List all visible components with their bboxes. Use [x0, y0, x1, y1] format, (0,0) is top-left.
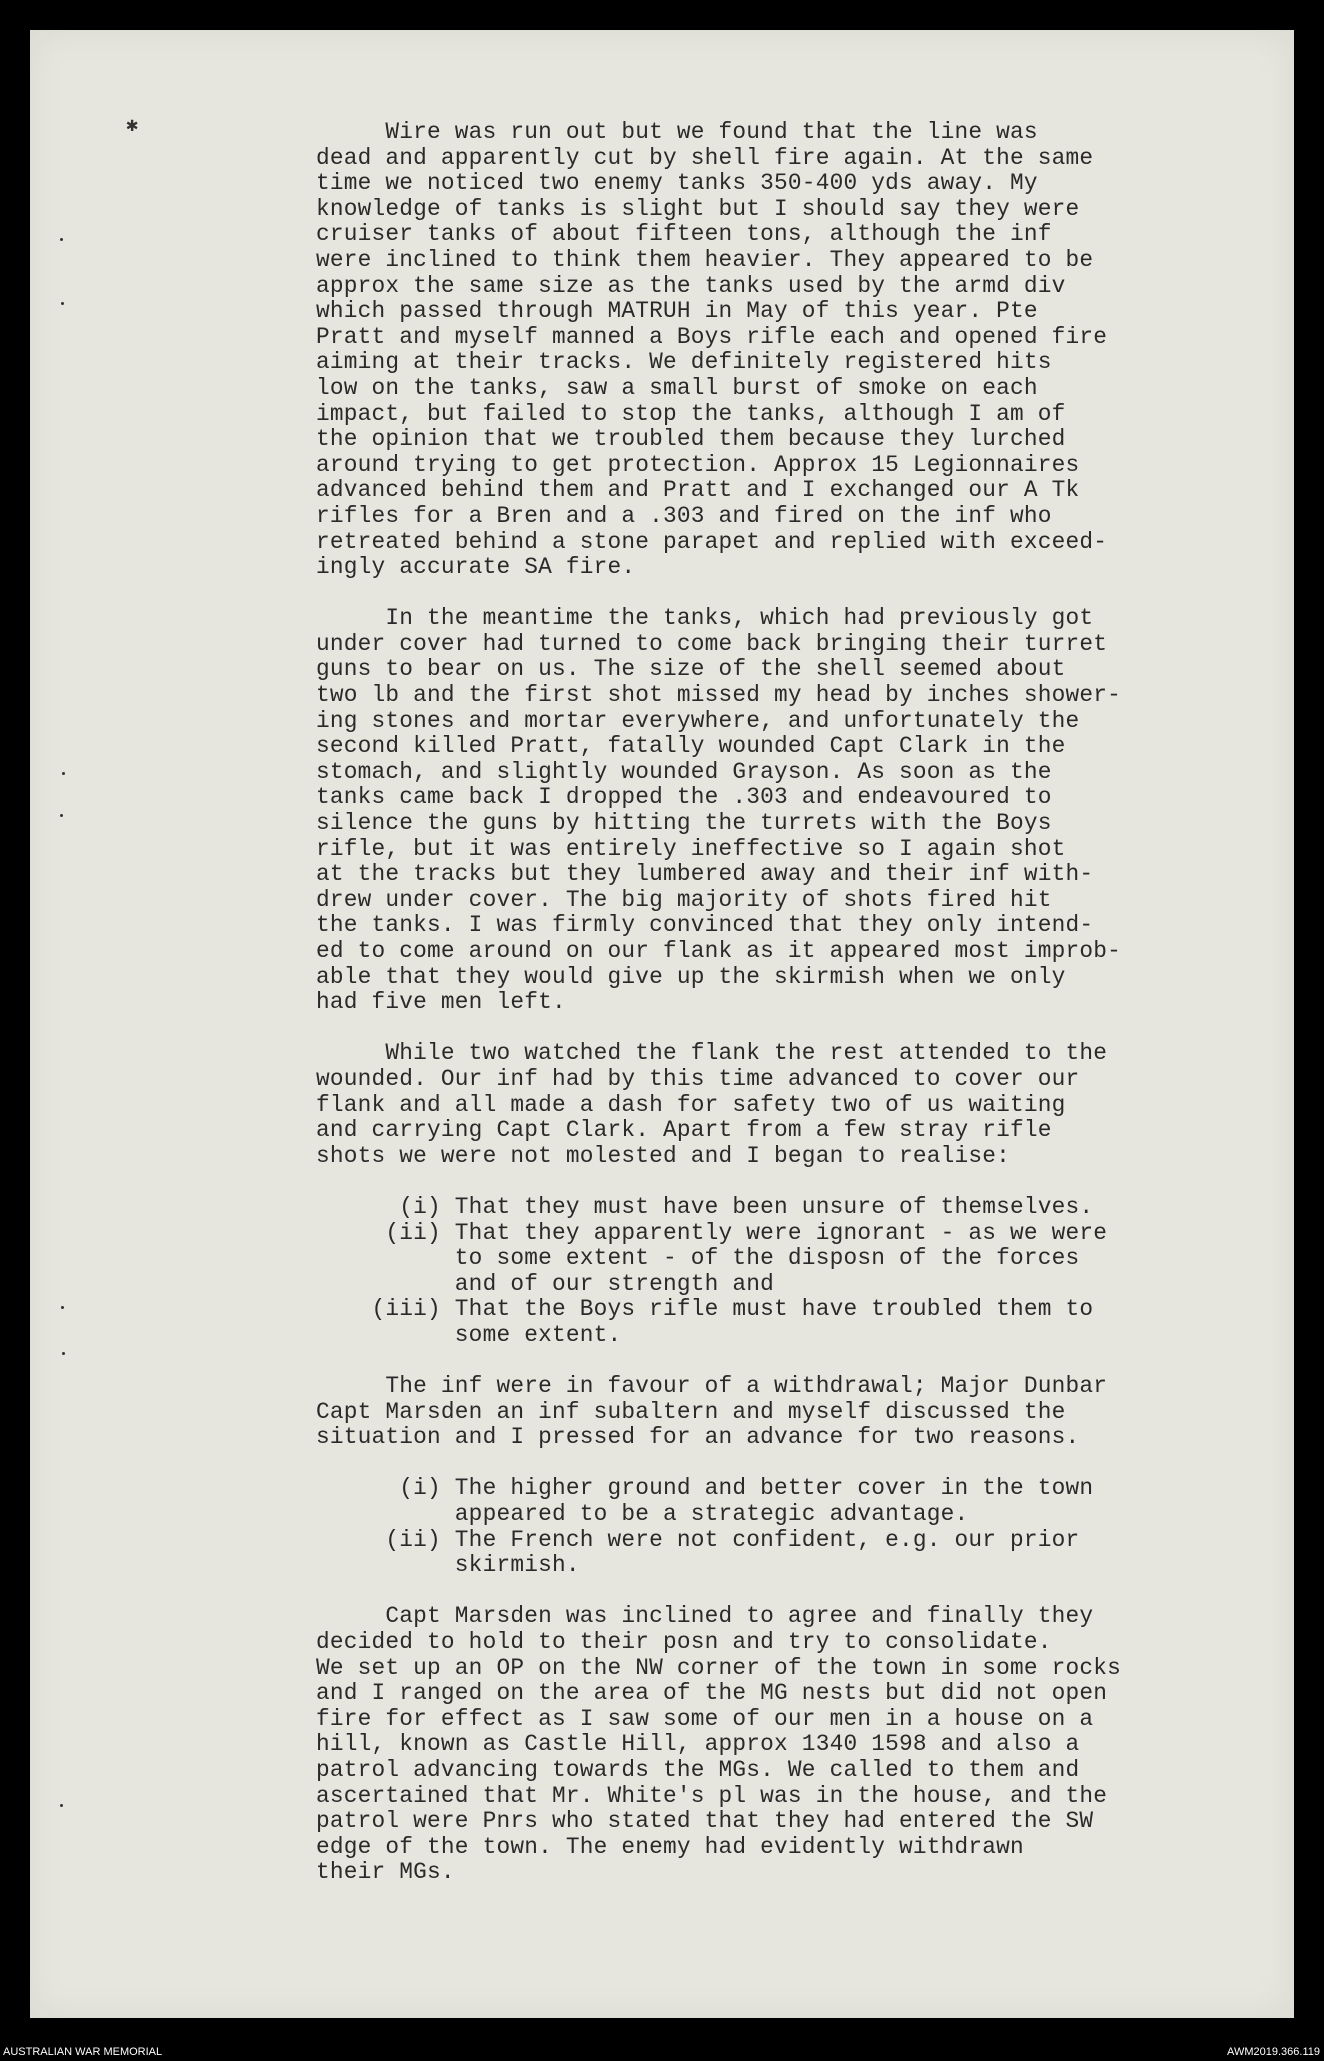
text-line: two lb and the first shot missed my head by inches shower- — [316, 682, 1122, 709]
paragraph-gap — [316, 1451, 1246, 1477]
text-line: at the tracks but they lumbered away and their inf with- — [316, 861, 1094, 888]
paragraph-gap — [316, 1349, 1246, 1375]
text-line: situation and I pressed for an advance for two reasons. — [316, 1424, 1080, 1451]
text-line: time we noticed two enemy tanks 350-400 yds away. My — [316, 170, 1038, 197]
text-line: the opinion that we troubled them because they lurched — [316, 426, 1066, 453]
footer-reference: AWM2019.366.119 — [1227, 2046, 1320, 2058]
text-line: the tanks. I was firmly convinced that they only intend- — [316, 912, 1094, 939]
paragraph — [316, 1374, 1246, 1451]
text-line: and carrying Capt Clark. Apart from a few stray rifle — [316, 1117, 1052, 1144]
text-line: appeared to be a strategic advantage. — [316, 1501, 969, 1528]
binding-dot — [61, 302, 64, 305]
text-line: their MGs. — [316, 1859, 455, 1886]
text-line: retreated behind a stone parapet and replied with exceed- — [316, 528, 1108, 555]
paragraph — [316, 1195, 1246, 1349]
punch-mark: ✱ — [126, 115, 139, 138]
text-line: tanks came back I dropped the .303 and endeavoured to — [316, 784, 1052, 811]
paragraph — [316, 1476, 1246, 1578]
text-line: While two watched the flank the rest attended to the — [316, 1040, 1108, 1067]
paragraph — [316, 1604, 1246, 1886]
text-line: aiming at their tracks. We definitely registered hits — [316, 349, 1052, 376]
text-line: able that they would give up the skirmish when we only — [316, 963, 1066, 990]
text-line: to some extent - of the disposn of the forces — [316, 1245, 1080, 1272]
text-line: flank and all made a dash for safety two of us waiting — [316, 1091, 1066, 1118]
text-line: rifle, but it was entirely ineffective so I again shot — [316, 835, 1066, 862]
text-line: shots we were not molested and I began to realise: — [316, 1142, 1011, 1169]
text-line: stomach, and slightly wounded Grayson. As soon as the — [316, 758, 1052, 785]
binding-dot — [62, 1352, 65, 1355]
text-line: Capt Marsden an inf subaltern and myself discussed the — [316, 1398, 1066, 1425]
text-line: (ii) The French were not confident, e.g. our prior — [316, 1526, 1080, 1553]
text-line: under cover had turned to come back bringing their turret — [316, 630, 1108, 657]
text-line: drew under cover. The big majority of shots fired hit — [316, 886, 1052, 913]
text-line: and of our strength and — [316, 1270, 775, 1297]
paragraph-gap — [316, 1016, 1246, 1042]
text-line: patrol advancing towards the MGs. We called to them and — [316, 1757, 1080, 1783]
text-line: wounded. Our inf had by this time advanced to cover our — [316, 1065, 1080, 1092]
text-line: some extent. — [316, 1321, 622, 1348]
paragraph — [316, 606, 1246, 1016]
text-line: Wire was run out but we found that the line was — [316, 119, 1038, 145]
binding-dot — [62, 772, 65, 775]
paragraph-gap — [316, 1169, 1246, 1195]
text-line: In the meantime the tanks, which had previously got — [316, 605, 1094, 632]
text-line: guns to bear on us. The size of the shell seemed about — [316, 656, 1066, 683]
text-line: dead and apparently cut by shell fire again. At the same — [316, 144, 1094, 171]
paragraph-gap — [316, 1579, 1246, 1605]
text-line: cruiser tanks of about fifteen tons, although the inf — [316, 221, 1052, 248]
text-line: silence the guns by hitting the turrets with the Boys — [316, 810, 1052, 837]
text-line: (iii) That the Boys rifle must have troubled them to — [316, 1296, 1094, 1323]
text-line: ing stones and mortar everywhere, and unfortunately the — [316, 707, 1080, 734]
text-line: skirmish. — [316, 1552, 580, 1579]
text-line: second killed Pratt, fatally wounded Capt Clark in the — [316, 733, 1066, 760]
text-line: (i) That they must have been unsure of themselves. — [316, 1193, 1094, 1220]
text-line: patrol were Pnrs who stated that they had entered the SW — [316, 1808, 1094, 1835]
text-line: Capt Marsden was inclined to agree and finally they — [316, 1603, 1094, 1630]
text-line: Pratt and myself manned a Boys rifle each and opened fire — [316, 323, 1108, 350]
binding-dot — [60, 238, 63, 241]
text-line: ascertained that Mr. White's pl was in the house, and the — [316, 1782, 1108, 1809]
footer-institution: AUSTRALIAN WAR MEMORIAL — [3, 2046, 163, 2058]
text-line: knowledge of tanks is slight but I should say they were — [316, 195, 1080, 222]
text-line: hill, known as Castle Hill, approx 1340 1598 and also a — [316, 1731, 1080, 1758]
paragraph-gap — [316, 581, 1246, 607]
text-line: (i) The higher ground and better cover in the town — [316, 1475, 1094, 1502]
text-line: and I ranged on the area of the MG nests but did not open — [316, 1680, 1108, 1707]
text-line: edge of the town. The enemy had evidently withdrawn — [316, 1833, 1024, 1860]
binding-dot — [61, 1306, 64, 1309]
binding-dot — [60, 1804, 63, 1807]
text-line: The inf were in favour of a withdrawal; Major Dunbar — [316, 1373, 1108, 1400]
text-line: which passed through MATRUH in May of this year. Pte — [316, 298, 1038, 325]
binding-dot — [60, 814, 63, 817]
text-line: ed to come around on our flank as it appeared most improb- — [316, 938, 1122, 964]
text-line: had five men left. — [316, 989, 566, 1016]
typed-report-text — [316, 120, 1246, 1886]
text-line: approx the same size as the tanks used by the armd div — [316, 272, 1066, 299]
text-line: impact, but failed to stop the tanks, although I am of — [316, 400, 1066, 427]
text-line: fire for effect as I saw some of our men in a house on a — [316, 1705, 1094, 1732]
text-line: We set up an OP on the NW corner of the town in some rocks — [316, 1654, 1122, 1681]
text-line: (ii) That they apparently were ignorant - as we were — [316, 1219, 1108, 1246]
paragraph — [316, 1041, 1246, 1169]
text-line: low on the tanks, saw a small burst of smoke on each — [316, 374, 1038, 401]
text-line: were inclined to think them heavier. They appeared to be — [316, 246, 1094, 273]
text-line: advanced behind them and Pratt and I exchanged our A Tk — [316, 477, 1080, 504]
paragraph — [316, 120, 1246, 581]
text-line: around trying to get protection. Approx 15 Legionnaires — [316, 451, 1080, 478]
text-line: ingly accurate SA fire. — [316, 554, 636, 581]
text-line: decided to hold to their posn and try to consolidate. — [316, 1629, 1052, 1656]
text-line: rifles for a Bren and a .303 and fired on the inf who — [316, 502, 1052, 529]
